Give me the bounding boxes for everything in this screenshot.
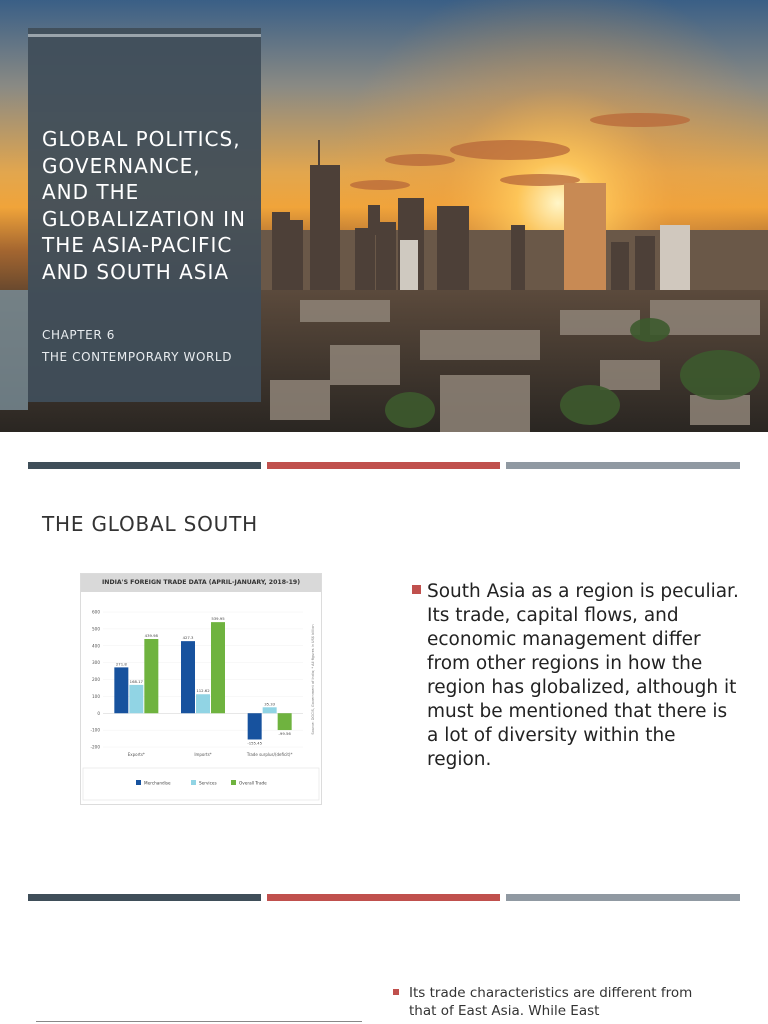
bar-value-label: 271.8 (115, 661, 127, 667)
bar (278, 713, 292, 730)
title-panel (28, 28, 261, 402)
chart-source-note: Source: DGCIS, Government of India; * All figures in US$ billion (311, 624, 315, 735)
bullet-text: Its trade characteristics are different from that of East Asia. While East (409, 985, 693, 1019)
bar (181, 641, 195, 713)
divider-segment-dark (28, 462, 261, 469)
y-tick-label: -200 (90, 744, 100, 750)
y-tick-label: 400 (92, 643, 100, 649)
slide-divider-bottom (28, 894, 740, 901)
bar-value-label: 427.3 (182, 635, 194, 641)
category-label: Imports* (194, 752, 212, 757)
bar (248, 713, 262, 739)
slide-divider-top (28, 462, 740, 469)
y-tick-label: -100 (90, 727, 100, 733)
bullet-list (410, 580, 740, 772)
chart-title: INDIA'S FOREIGN TRADE DATA (APRIL-JANUARY, 2018-19) (81, 574, 321, 592)
legend-label: Overall Trade (239, 780, 267, 786)
bar (144, 639, 158, 713)
legend-swatch (136, 780, 141, 785)
bar-value-label: -99.56 (278, 731, 291, 737)
trade-chart (80, 573, 322, 805)
bar-value-label: 439.98 (144, 633, 158, 639)
y-tick-label: 0 (97, 710, 100, 716)
divider-segment-gray (506, 462, 740, 469)
bar (211, 622, 225, 713)
bar (263, 707, 277, 713)
bullet-square-icon (412, 585, 421, 594)
course-label: THE CONTEMPORARY WORLD (42, 350, 233, 364)
y-tick-label: 300 (92, 660, 100, 666)
legend-swatch (191, 780, 196, 785)
content-rule (36, 1021, 362, 1022)
bar (114, 667, 128, 713)
chapter-label: CHAPTER 6 (42, 328, 115, 342)
divider-segment-red (267, 894, 500, 901)
bar-value-label: 112.62 (196, 688, 210, 694)
divider-segment-dark (28, 894, 261, 901)
bullet-list-partial (392, 984, 712, 1020)
category-label: Trade surplus/(deficit)* (246, 752, 293, 757)
y-tick-label: 100 (92, 693, 100, 699)
presentation-title: GLOBAL POLITICS, GOVERNANCE, AND THE GLOBALIZATION IN THE ASIA-PACIFIC AND SOUTH ASIA (42, 127, 246, 284)
title-slide (0, 0, 768, 432)
legend-label: Services (199, 780, 217, 786)
slide-title: THE GLOBAL SOUTH (42, 512, 258, 536)
bar-value-label: 168.17 (129, 678, 143, 684)
bar-value-label: 35.33 (264, 701, 276, 707)
y-tick-label: 500 (92, 626, 100, 632)
list-item (410, 580, 740, 772)
bar-value-label: -155.45 (247, 740, 262, 746)
list-item (392, 984, 712, 1020)
bar-value-label: 539.95 (211, 616, 225, 622)
divider-segment-gray (506, 894, 740, 901)
bar (129, 685, 143, 713)
legend-label: Merchandise (144, 780, 171, 786)
y-tick-label: 200 (92, 677, 100, 682)
panel-accent-line (28, 34, 261, 37)
category-label: Exports* (127, 752, 145, 757)
y-tick-label: 600 (92, 609, 100, 615)
legend-swatch (231, 780, 236, 785)
bullet-text: South Asia as a region is peculiar. Its trade, capital flows, and economic management differ from other regions in how the region has globalized, although it must be mentioned that there is a lot of diversity within the region. (427, 581, 739, 770)
chart-plot (81, 592, 321, 804)
bar (196, 694, 210, 713)
bullet-square-icon (393, 989, 399, 995)
divider-segment-red (267, 462, 500, 469)
